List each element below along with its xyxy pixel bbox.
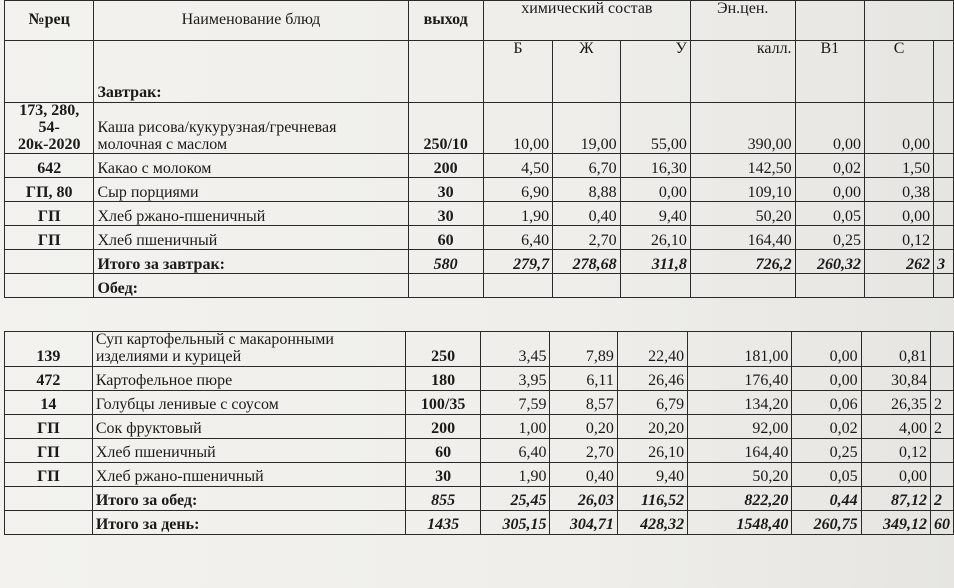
cell-zh: 7,89 [550, 332, 617, 367]
lunch-total-c: 87,12 [861, 486, 930, 510]
cell-code: ГП [5, 462, 93, 486]
cell-zh: 19,00 [553, 103, 621, 154]
section-code-cell [5, 41, 94, 103]
cell-name: Хлеб пшеничный [94, 226, 408, 250]
day-total-b1: 260,75 [792, 510, 861, 534]
day-total-extra: 60 [930, 510, 953, 534]
cell-kcal: 134,20 [688, 390, 792, 414]
cell-c: 0,12 [861, 438, 930, 462]
cell-out: 60 [406, 438, 481, 462]
header-output: выход [408, 1, 483, 41]
header-b: Б [483, 41, 552, 103]
breakfast-total-label: Итого за завтрак: [94, 250, 408, 274]
cell-c: 0,81 [861, 332, 930, 367]
cell-out: 250/10 [408, 103, 483, 154]
breakfast-total-u: 311,8 [620, 250, 690, 274]
cell-zh: 0,40 [550, 462, 617, 486]
table-row [5, 390, 954, 414]
table-row [5, 154, 954, 178]
cell-u: 26,10 [620, 226, 690, 250]
header-blank [795, 1, 864, 41]
lunch-total-kcal: 822,20 [688, 486, 792, 510]
cell-extra: 2 [930, 414, 953, 438]
lunch-table [4, 331, 954, 535]
cell-c: 30,84 [861, 366, 930, 390]
cell-b: 1,90 [483, 202, 552, 226]
cell-extra [934, 154, 954, 178]
cell-out: 30 [408, 178, 483, 202]
cell-b: 3,95 [481, 366, 550, 390]
cell-code: ГП, 80 [5, 178, 94, 202]
cell-code: 472 [5, 366, 93, 390]
cell-b: 6,40 [483, 226, 552, 250]
cell-u: 9,40 [620, 202, 690, 226]
cell-b1: 0,02 [795, 154, 864, 178]
cell-c: 1,50 [865, 154, 934, 178]
cell-u: 22,40 [617, 332, 687, 367]
cell-u: 16,30 [620, 154, 690, 178]
cell-name: Хлеб пшеничный [92, 438, 405, 462]
cell-extra [934, 202, 954, 226]
day-total-c: 349,12 [861, 510, 930, 534]
cell-b1: 0,00 [792, 332, 861, 367]
cell-name: Хлеб ржано-пшеничный [94, 202, 408, 226]
cell-code: ГП [5, 202, 94, 226]
cell-extra [930, 438, 953, 462]
cell-c: 0,00 [865, 103, 934, 154]
cell-b: 1,90 [481, 462, 550, 486]
table-row [5, 438, 954, 462]
cell-b: 7,59 [481, 390, 550, 414]
breakfast-total-b1: 260,32 [795, 250, 864, 274]
cell-out: 100/35 [406, 390, 481, 414]
cell-c: 0,38 [865, 178, 934, 202]
breakfast-total-kcal: 726,2 [690, 250, 795, 274]
cell-c: 26,35 [861, 390, 930, 414]
cell-u: 0,00 [620, 178, 690, 202]
cell-u: 26,10 [617, 438, 687, 462]
cell-code: 173, 280, 54-20к-2020 [5, 103, 94, 154]
header-u: У [620, 41, 690, 103]
table-row [5, 202, 954, 226]
breakfast-total-zh: 278,68 [553, 250, 621, 274]
lunch-total-b1: 0,44 [792, 486, 861, 510]
cell-out: 30 [408, 202, 483, 226]
breakfast-total-extra: 3 [934, 250, 954, 274]
cell-kcal: 92,00 [688, 414, 792, 438]
section-breakfast: Завтрак: [94, 41, 408, 103]
cell-name: Картофельное пюре [92, 366, 405, 390]
cell-name: Какао с молоком [94, 154, 408, 178]
cell-zh: 0,20 [550, 414, 617, 438]
cell-b1: 0,05 [795, 202, 864, 226]
header-energy: Эн.цен. [690, 1, 795, 41]
cell-zh: 8,88 [553, 178, 621, 202]
cell-u: 6,79 [617, 390, 687, 414]
cell-code: ГП [5, 414, 93, 438]
day-total-u: 428,32 [617, 510, 687, 534]
day-total-b: 305,15 [481, 510, 550, 534]
header-blank-2 [865, 1, 954, 41]
day-total-label: Итого за день: [92, 510, 405, 534]
cell-zh: 2,70 [553, 226, 621, 250]
cell-c: 0,00 [865, 202, 934, 226]
cell-code: 139 [5, 332, 93, 367]
table-row [5, 462, 954, 486]
cell-extra [934, 178, 954, 202]
cell-b: 4,50 [483, 154, 552, 178]
table-row [5, 103, 954, 154]
cell-kcal: 50,20 [688, 462, 792, 486]
cell-b1: 0,05 [792, 462, 861, 486]
cell-name: Суп картофельный с макаронными изделиями и курицей [92, 332, 405, 367]
cell-code: ГП [5, 226, 94, 250]
cell-extra [930, 332, 953, 367]
cell-zh: 6,70 [553, 154, 621, 178]
cell-zh: 2,70 [550, 438, 617, 462]
cell-kcal: 181,00 [688, 332, 792, 367]
header-code: №рец [5, 1, 94, 41]
cell-name: Голубцы ленивые с соусом [92, 390, 405, 414]
lunch-total-u: 116,52 [617, 486, 687, 510]
cell-b1: 0,25 [795, 226, 864, 250]
header-kcal: калл. [690, 41, 795, 103]
breakfast-table [4, 0, 954, 298]
cell-kcal: 142,50 [690, 154, 795, 178]
header-c: С [865, 41, 934, 103]
lunch-total-extra: 2 [930, 486, 953, 510]
cell-b1: 0,00 [792, 366, 861, 390]
table-row [5, 178, 954, 202]
cell-zh: 8,57 [550, 390, 617, 414]
cell-u: 20,20 [617, 414, 687, 438]
cell-u: 26,46 [617, 366, 687, 390]
cell-zh: 0,40 [553, 202, 621, 226]
cell-code: 642 [5, 154, 94, 178]
lunch-total-b: 25,45 [481, 486, 550, 510]
cell-code: ГП [5, 438, 93, 462]
cell-out: 30 [406, 462, 481, 486]
table-row [5, 332, 954, 367]
table-row [5, 414, 954, 438]
day-total-out: 1435 [406, 510, 481, 534]
breakfast-total-c: 262 [865, 250, 934, 274]
cell-b: 10,00 [483, 103, 552, 154]
cell-c: 4,00 [861, 414, 930, 438]
cell-kcal: 50,20 [690, 202, 795, 226]
cell-b1: 0,00 [795, 103, 864, 154]
section-lunch: Обед: [94, 274, 408, 298]
cell-extra [930, 462, 953, 486]
cell-name: Каша рисова/кукурузная/гречневая молочная с маслом [94, 103, 408, 154]
cell-b1: 0,06 [792, 390, 861, 414]
cell-u: 55,00 [620, 103, 690, 154]
cell-u: 9,40 [617, 462, 687, 486]
cell-name: Сок фруктовый [92, 414, 405, 438]
breakfast-total-out: 580 [408, 250, 483, 274]
cell-b: 6,90 [483, 178, 552, 202]
cell-kcal: 164,40 [688, 438, 792, 462]
cell-out: 200 [406, 414, 481, 438]
cell-c: 0,12 [865, 226, 934, 250]
header-chem: химический состав [483, 1, 690, 41]
header-zh: Ж [553, 41, 621, 103]
cell-out: 180 [406, 366, 481, 390]
lunch-total-zh: 26,03 [550, 486, 617, 510]
cell-kcal: 176,40 [688, 366, 792, 390]
breakfast-total-b: 279,7 [483, 250, 552, 274]
day-total-kcal: 1548,40 [688, 510, 792, 534]
cell-extra [934, 103, 954, 154]
cell-kcal: 390,00 [690, 103, 795, 154]
cell-out: 60 [408, 226, 483, 250]
cell-out: 250 [406, 332, 481, 367]
table-row [5, 366, 954, 390]
lunch-total-out: 855 [406, 486, 481, 510]
cell-b1: 0,00 [795, 178, 864, 202]
cell-zh: 6,11 [550, 366, 617, 390]
cell-b: 6,40 [481, 438, 550, 462]
table-row [5, 226, 954, 250]
cell-code: 14 [5, 390, 93, 414]
cell-extra [934, 226, 954, 250]
cell-b: 1,00 [481, 414, 550, 438]
header-name: Наименование блюд [94, 1, 408, 41]
cell-out: 200 [408, 154, 483, 178]
cell-name: Хлеб ржано-пшеничный [92, 462, 405, 486]
cell-c: 0,00 [861, 462, 930, 486]
lunch-total-label: Итого за обед: [92, 486, 405, 510]
cell-extra: 2 [930, 390, 953, 414]
cell-name: Сыр порциями [94, 178, 408, 202]
cell-extra [930, 366, 953, 390]
cell-kcal: 109,10 [690, 178, 795, 202]
day-total-zh: 304,71 [550, 510, 617, 534]
header-b1: В1 [795, 41, 864, 103]
cell-b1: 0,25 [792, 438, 861, 462]
cell-b1: 0,02 [792, 414, 861, 438]
cell-kcal: 164,40 [690, 226, 795, 250]
cell-b: 3,45 [481, 332, 550, 367]
